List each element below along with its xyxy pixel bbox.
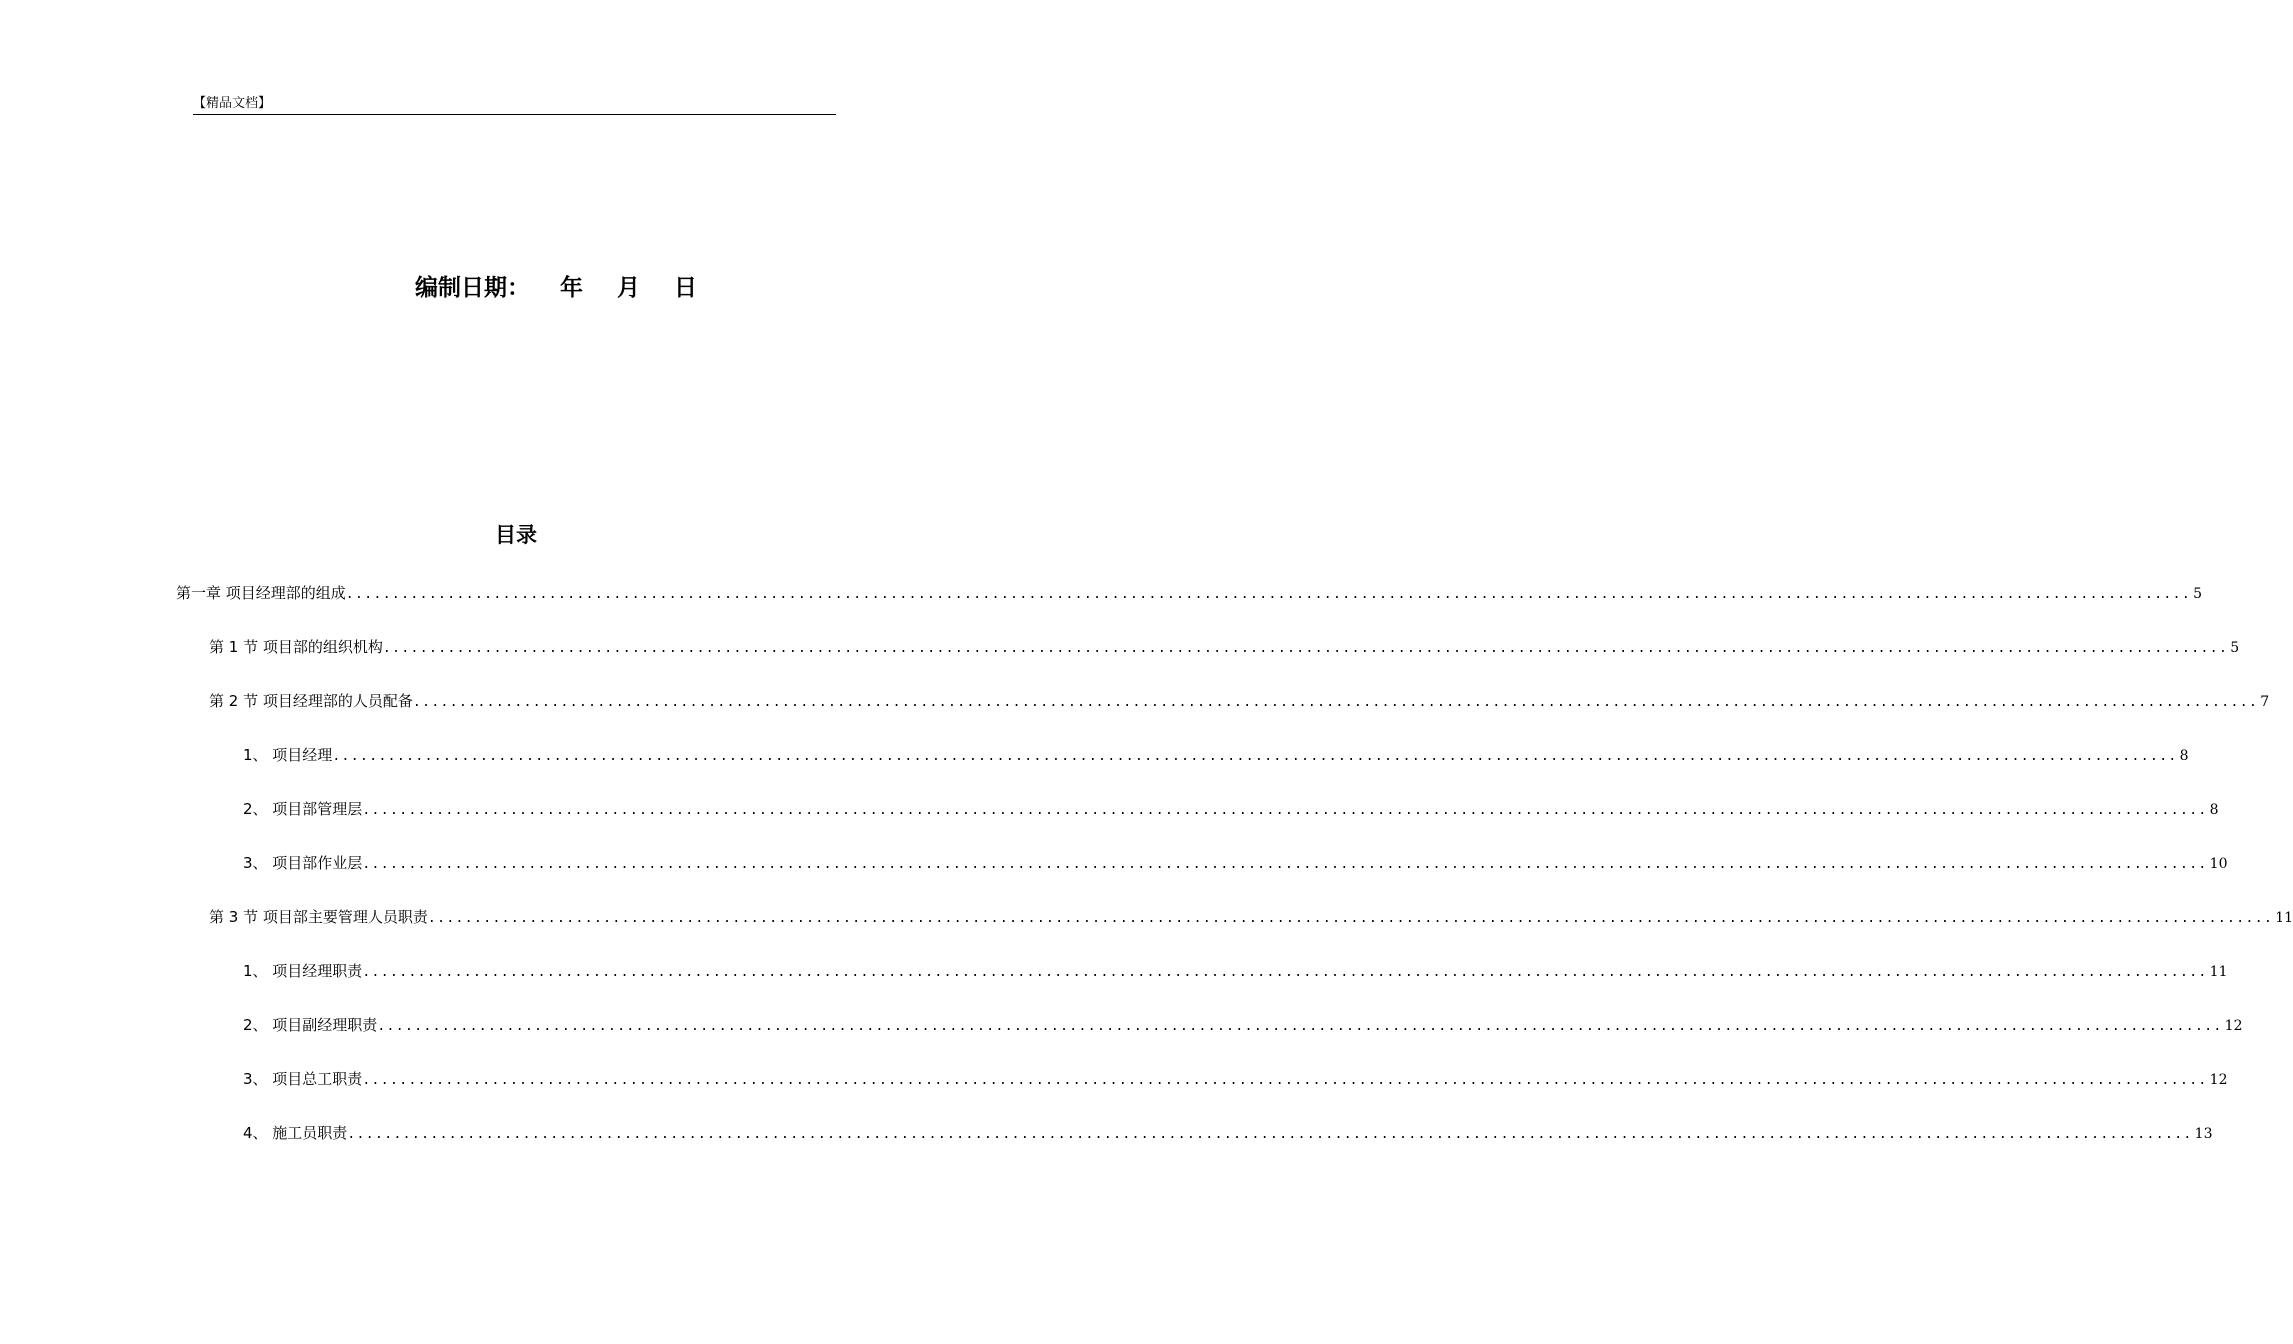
toc-entry-page: 10: [2209, 856, 2228, 872]
toc-entry-title: 第 3 节 项目部主要管理人员职责: [209, 908, 428, 926]
toc-entry-page: 12: [2209, 1072, 2228, 1088]
toc-entry-title: 第 1 节 项目部的组织机构: [209, 638, 383, 656]
toc-dot-leader: ........................................................................................................................................................................................................: [332, 749, 2178, 764]
compile-date-line: [415, 272, 697, 304]
toc-dot-leader: ........................................................................................................................................................................................................: [412, 695, 2259, 710]
toc-entry[interactable]: [209, 690, 2270, 712]
toc-entry-page: 13: [2194, 1126, 2213, 1142]
toc-dot-leader: ........................................................................................................................................................................................................: [382, 641, 2229, 656]
toc-entry[interactable]: [176, 582, 2203, 604]
toc-entry-title: 3、 项目部作业层: [243, 854, 363, 872]
toc-dot-leader: ........................................................................................................................................................................................................: [362, 1073, 2208, 1088]
toc-entry-page: 7: [2260, 694, 2270, 710]
page-header: [193, 95, 836, 115]
day-label: 日: [674, 275, 697, 301]
toc-dot-leader: ........................................................................................................................................................................................................: [427, 911, 2274, 926]
toc-entry[interactable]: [209, 906, 2293, 928]
toc-entry-page: 8: [2209, 802, 2219, 818]
toc-dot-leader: ........................................................................................................................................................................................................: [345, 587, 2192, 602]
toc-entry-title: 1、 项目经理: [243, 746, 333, 764]
month-label: 月: [617, 275, 640, 301]
toc-entry-title: 第一章 项目经理部的组成: [176, 584, 346, 602]
toc-entry-page: 12: [2224, 1018, 2243, 1034]
header-label: 【精品文档】: [193, 96, 272, 111]
toc-entry[interactable]: [243, 798, 2219, 820]
toc-entry-title: 3、 项目总工职责: [243, 1070, 363, 1088]
toc-entry-title: 1、 项目经理职责: [243, 962, 363, 980]
toc-entry[interactable]: [243, 852, 2228, 874]
toc-dot-leader: ........................................................................................................................................................................................................: [347, 1127, 2193, 1142]
toc-dot-leader: ........................................................................................................................................................................................................: [377, 1019, 2223, 1034]
toc-title: 目录: [495, 523, 537, 547]
toc-entry[interactable]: [243, 1068, 2228, 1090]
toc-entry[interactable]: [243, 960, 2228, 982]
compile-date-label: 编制日期：: [415, 275, 530, 301]
toc-entry[interactable]: [243, 1014, 2243, 1036]
toc-entry-title: 第 2 节 项目经理部的人员配备: [209, 692, 413, 710]
toc-entry-page: 11: [2209, 964, 2228, 980]
toc-entry[interactable]: [209, 636, 2240, 658]
toc-entry-title: 2、 项目副经理职责: [243, 1016, 378, 1034]
toc-entry-page: 11: [2275, 910, 2293, 926]
toc-entry-title: 2、 项目部管理层: [243, 800, 363, 818]
toc-entry[interactable]: [243, 1122, 2213, 1144]
year-label: 年: [560, 275, 583, 301]
toc-entry-title: 4、 施工员职责: [243, 1124, 348, 1142]
toc-entry-page: 5: [2230, 640, 2240, 656]
toc-entry[interactable]: [243, 744, 2189, 766]
toc-dot-leader: ........................................................................................................................................................................................................: [362, 965, 2208, 980]
toc-dot-leader: ........................................................................................................................................................................................................: [362, 803, 2208, 818]
toc-entry-page: 5: [2193, 586, 2203, 602]
toc-entry-page: 8: [2179, 748, 2189, 764]
toc-dot-leader: ........................................................................................................................................................................................................: [362, 857, 2208, 872]
